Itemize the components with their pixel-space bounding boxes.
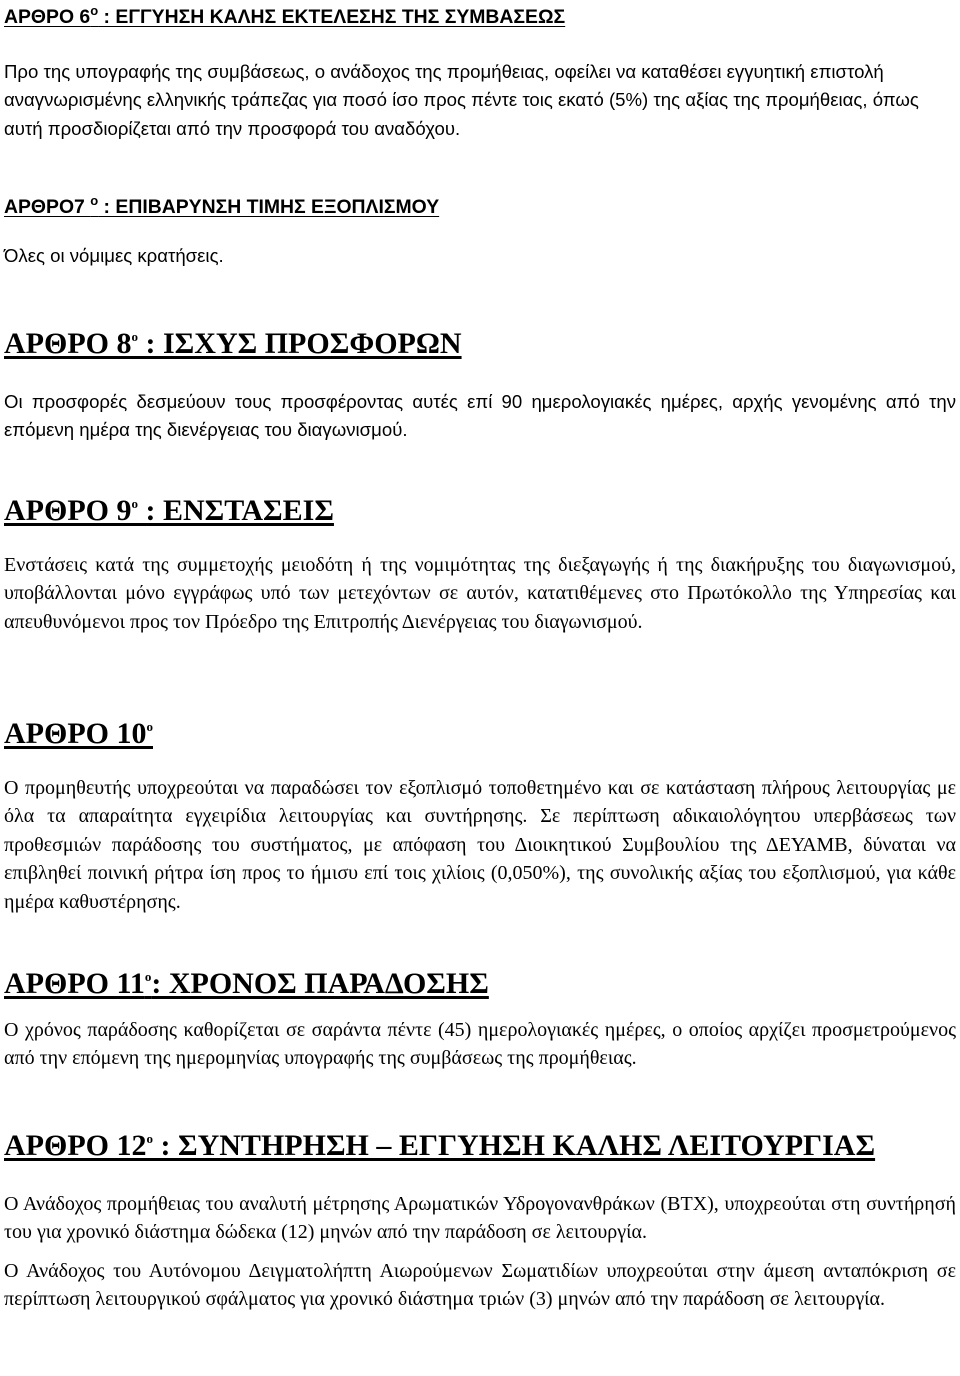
article-paragraph: Ο Ανάδοχος προμήθειας του αναλυτή μέτρησης Αρωματικών Υδρογονανθράκων (BTX), υποχρεούται στη συντήρησή του για χρονικό διάστημα δώδεκα (12) μηνών από την παράδοση σε λειτουργία. [4, 1193, 956, 1244]
article-7 [4, 193, 956, 270]
article-9 [4, 494, 956, 636]
article-paragraph: Όλες οι νόμιμες κρατήσεις. [4, 245, 224, 266]
article-paragraph: Ενστάσεις κατά της συμμετοχής μειοδότη ή της νομιμότητας της διεξαγωγής ή της διακήρυξης του διαγωνισμού, υποβάλλονται μόνο εγγράφως υπό των μετεχόντων σε αυτόν, κατατιθέμενες στο Πρωτόκολλο της Υπηρεσίας και απευθυνόμενοι προς τον Πρόεδρο της Επιτροπής Διενέργειας του διαγωνισμού. [4, 554, 956, 633]
article-heading: ΑΡΘΡΟ $10^o$ [4, 717, 153, 750]
article-paragraph: Προ της υπογραφής της συμβάσεως, ο ανάδοχος της προμήθειας, οφείλει να καταθέσει εγγυητική επιστολή αναγνωρισμένης ελληνικής τράπεζας για ποσό ίσο προς πέντε τοις εκατό (5%) της αξίας της προμήθειας, όπως αυτή προσδιορίζεται από την προσφορά του αναδόχου. [4, 61, 919, 139]
article-11 [4, 967, 956, 1073]
article-6 [4, 3, 956, 143]
article-heading: ΑΡΘΡΟ $9^o$ : ΕΝΣΤΑΣΕΙΣ [4, 494, 334, 527]
article-paragraph: Ο χρόνος παράδοσης καθορίζεται σε σαράντα πέντε (45) ημερολογιακές ημέρες, ο οποίος αρχίζει προσμετρούμενος από την επόμενη της ημερομηνίας υπογραφής της συμβάσεως της προμήθειας. [4, 1019, 956, 1070]
article-heading: ΑΡΘΡΟ $11^o$: ΧΡΟΝΟΣ ΠΑΡΑΔΟΣΗΣ [4, 967, 489, 1000]
article-paragraph: Οι προσφορές δεσμεύουν τους προσφέροντας αυτές επί 90 ημερολογιακές ημέρες, αρχής γενομένης από την επόμενη ημέρα της διενέργειας του διαγωνισμού. [4, 391, 956, 441]
article-8 [4, 327, 956, 445]
article-10 [4, 717, 956, 916]
article-paragraph: Ο Ανάδοχος του Αυτόνομου Δειγματολήπτη Αιωρούμενων Σωματιδίων υποχρεούται στην άμεση ανταπόκριση σε περίπτωση λειτουργικού σφάλματος για χρονικό διάστημα τριών (3) μηνών από την παράδοση σε λειτουργία. [4, 1259, 956, 1311]
article-heading: ΑΡΘΡΟ $8^o$ : ΙΣΧΥΣ ΠΡΟΣΦΟΡΩΝ [4, 327, 462, 360]
article-paragraph: Ο προμηθευτής υποχρεούται να παραδώσει τον εξοπλισμό τοποθετημένο και σε κατάσταση πλήρους λειτουργίας με όλα τα απαραίτητα εγχειρίδια λειτουργίας και συντήρησης. Σε περίπτωση αδικαιολόγητου υπερβάσεως των προθεσμιών παράδοσης του συστήματος, με απόφαση του Διοικητικού Συμβουλίου της ΔΕΥΑΜΒ, δύναται να επιβληθεί ποινική ρήτρα ίση προς το ήμισυ επί τοις χιλίοις (0,050%), της συνολικής αξίας του εξοπλισμού, για κάθε ημέρα καθυστέρησης. [4, 777, 956, 913]
article-heading: ΑΡΘΡΟ7 $^o$ : ΕΠΙΒΑΡΥΝΣΗ ΤΙΜΗΣ ΕΞΟΠΛΙΣΜΟΥ [4, 192, 440, 218]
article-heading: ΑΡΘΡΟ $12^o$ : ΣΥΝΤΗΡΗΣΗ – ΕΓΓΥΗΣΗ ΚΑΛΗΣ ΛΕΙΤΟΥΡΓΙΑΣ [4, 1129, 876, 1162]
article-heading: ΑΡΘΡΟ $6^o$ : ΕΓΓΥΗΣΗ ΚΑΛΗΣ ΕΚΤΕΛΕΣΗΣ ΤΗΣ ΣΥΜΒΑΣΕΩΣ [4, 2, 566, 28]
article-12 [4, 1129, 956, 1314]
